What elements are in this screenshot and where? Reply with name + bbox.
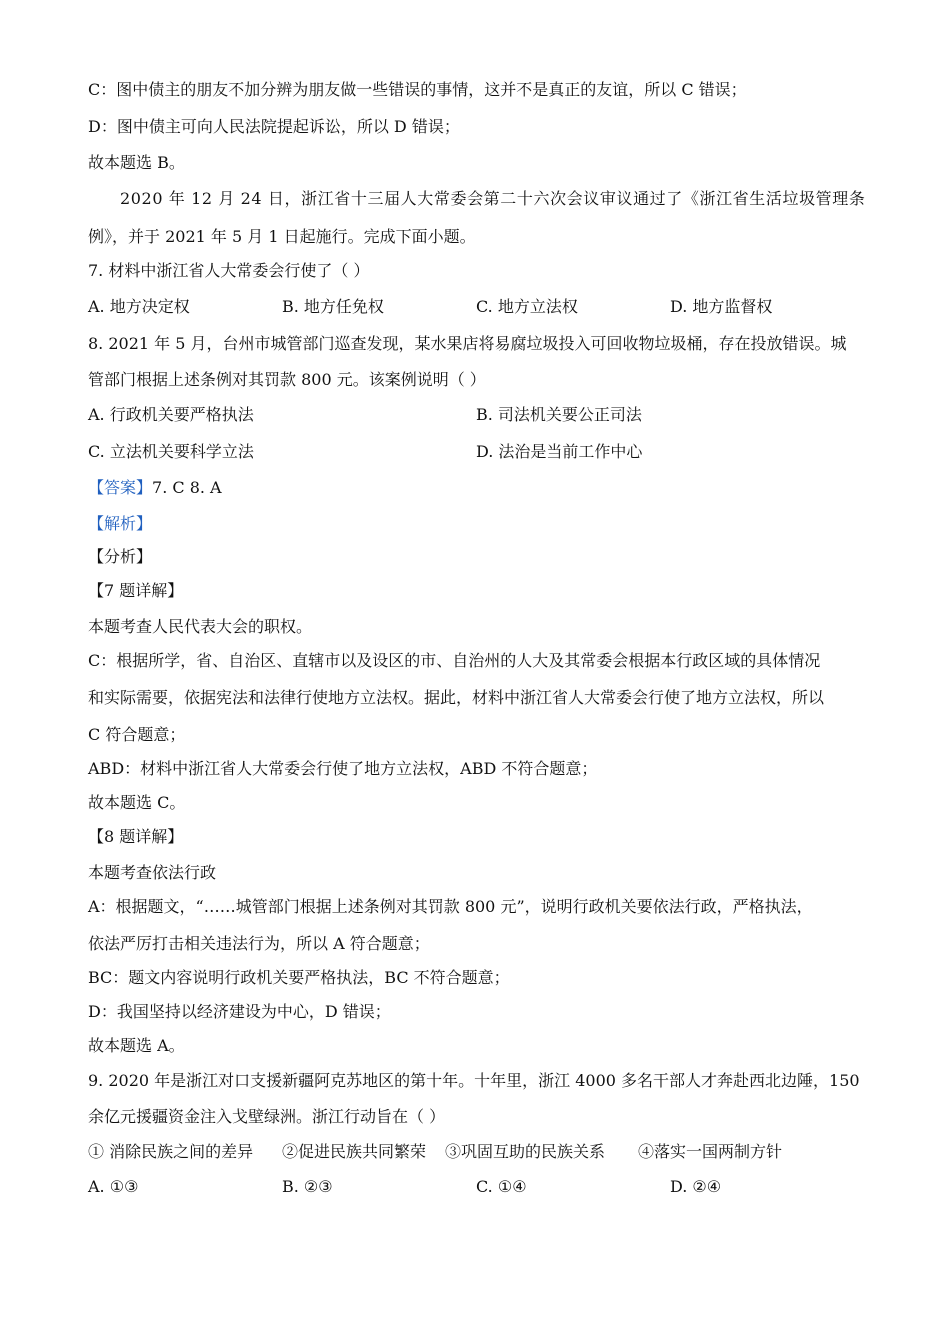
answer-line: [88, 478, 222, 498]
text-line: ABD：材料中浙江省人大常委会行使了地方立法权，ABD 不符合题意；: [88, 759, 598, 778]
question-8-cont: 管部门根据上述条例对其罚款 800 元。该案例说明（ ）: [88, 370, 486, 389]
material-line: 2020 年 12 月 24 日，浙江省十三届人大常委会第二十六次会议审议通过了《浙江省生活垃圾管理条: [120, 189, 866, 208]
text-line: C：图中债主的朋友不加分辨为朋友做一些错误的事情，这并不是真正的友谊，所以 C 错误；: [88, 80, 747, 99]
statement-2: ②促进民族共同繁荣: [282, 1142, 427, 1161]
option-d: D. 法治是当前工作中心: [476, 442, 643, 461]
text-line: 故本题选 B。: [88, 153, 185, 172]
text-line: D：我国坚持以经济建设为中心，D 错误；: [88, 1002, 391, 1021]
question-7-options: [88, 297, 878, 317]
option-a: A. ①③: [88, 1177, 139, 1196]
option-a: A. 地方决定权: [88, 297, 190, 316]
option-b: B. 司法机关要公正司法: [476, 405, 642, 424]
question-8-options-row1: [88, 405, 878, 425]
option-c: C. ①④: [476, 1177, 527, 1196]
option-b: B. 地方任免权: [282, 297, 384, 316]
option-b: B. ②③: [282, 1177, 333, 1196]
option-c: C. 立法机关要科学立法: [88, 442, 254, 461]
question-9-cont: 余亿元援疆资金注入戈壁绿洲。浙江行动旨在（ ）: [88, 1107, 446, 1126]
question-9-options: [88, 1177, 878, 1197]
question-9-statements: [88, 1142, 878, 1162]
analysis-label: 【解析】: [88, 514, 153, 533]
option-c: C. 地方立法权: [476, 297, 578, 316]
text-line: 本题考查人民代表大会的职权。: [88, 617, 313, 636]
option-d: D. 地方监督权: [670, 297, 773, 316]
section-heading: 【分析】: [88, 547, 153, 566]
question-7: 7. 材料中浙江省人大常委会行使了（ ）: [88, 261, 370, 280]
section-heading: 【8 题详解】: [88, 827, 184, 846]
statement-1: ① 消除民族之间的差异: [88, 1142, 254, 1161]
text-line: D：图中债主可向人民法院提起诉讼，所以 D 错误；: [88, 117, 460, 136]
statement-3: ③巩固互助的民族关系: [445, 1142, 606, 1161]
text-line: 故本题选 C。: [88, 793, 186, 812]
text-line: A：根据题文，“……城管部门根据上述条例对其罚款 800 元”，说明行政机关要依法行政，严格执法，: [88, 897, 813, 916]
text-line: 和实际需要，依据宪法和法律行使地方立法权。据此，材料中浙江省人大常委会行使了地方立法权，所以: [88, 688, 825, 707]
option-d: D. ②④: [670, 1177, 722, 1196]
section-heading: 【7 题详解】: [88, 581, 184, 600]
material-line: 例》，并于 2021 年 5 月 1 日起施行。完成下面小题。: [88, 227, 476, 246]
text-line: C：根据所学，省、自治区、直辖市以及设区的市、自治州的人大及其常委会根据本行政区域的具体情况: [88, 651, 821, 670]
text-line: 依法严厉打击相关违法行为，所以 A 符合题意；: [88, 934, 430, 953]
question-9: 9. 2020 年是浙江对口支援新疆阿克苏地区的第十年。十年里，浙江 4000 多名干部人才奔赴西北边陲，150: [88, 1071, 860, 1090]
text-line: C 符合题意；: [88, 725, 186, 744]
question-8-options-row2: [88, 442, 878, 462]
text-line: BC：题文内容说明行政机关要严格执法，BC 不符合题意；: [88, 968, 510, 987]
statement-4: ④落实一国两制方针: [638, 1142, 783, 1161]
question-8: 8. 2021 年 5 月，台州市城管部门巡查发现，某水果店将易腐垃圾投入可回收物垃圾桶，存在投放错误。城: [88, 334, 847, 353]
option-a: A. 行政机关要严格执法: [88, 405, 254, 424]
text-line: 故本题选 A。: [88, 1036, 185, 1055]
text-line: 本题考查依法行政: [88, 863, 217, 882]
answer-label: 【答案】: [88, 478, 153, 497]
answer-value: 7. C 8. A: [152, 478, 222, 497]
